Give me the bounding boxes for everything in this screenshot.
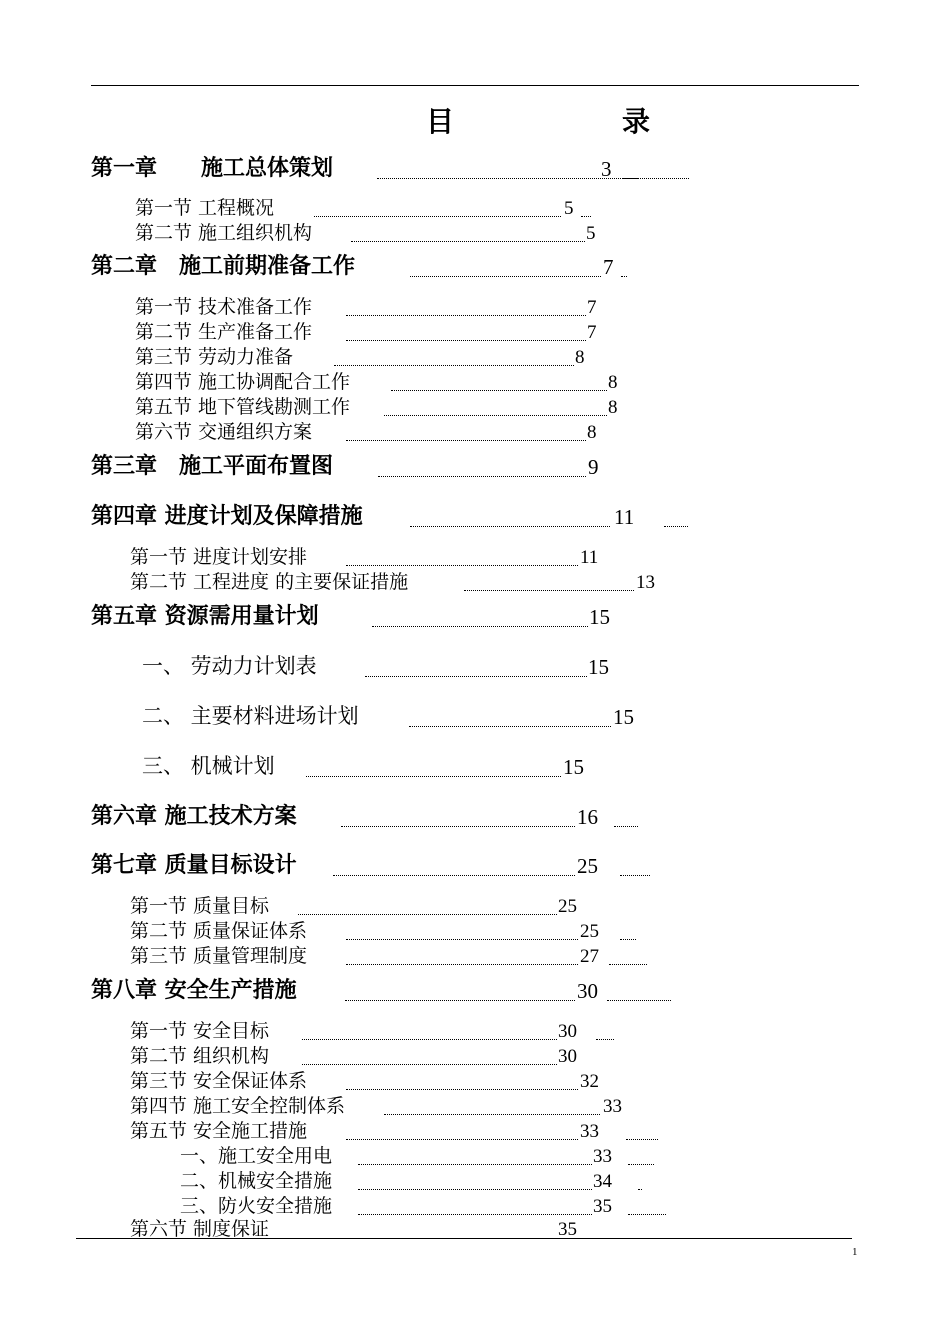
- leader-dots: [410, 276, 601, 277]
- leader-dots: [341, 826, 575, 827]
- leader-dots: [377, 178, 689, 179]
- toc-page: 8: [587, 422, 597, 443]
- leader-dots: [410, 526, 610, 527]
- footer-rule: [76, 1238, 852, 1239]
- leader-dots: [346, 1089, 578, 1090]
- toc-page: 7: [603, 255, 614, 279]
- leader-dots: [358, 1164, 592, 1165]
- leader-dots: [365, 676, 587, 677]
- leader-dots: [346, 340, 586, 341]
- toc-label: 第二节 组织机构: [130, 1045, 270, 1067]
- leader-dots: [302, 1039, 557, 1040]
- toc-label: 第六章 施工技术方案: [91, 804, 297, 829]
- toc-label: 第三章 施工平面布置图: [91, 454, 334, 479]
- toc-label: 第四章 进度计划及保障措施: [91, 504, 363, 529]
- leader-dots: [334, 365, 574, 366]
- leader-tail: [622, 178, 638, 179]
- leader-tail: [614, 826, 638, 827]
- toc-page: 25: [580, 921, 599, 942]
- leader-tail: [628, 1164, 654, 1165]
- toc-page: 16: [577, 805, 598, 829]
- page-number: 1: [852, 1246, 858, 1258]
- leader-tail: [620, 939, 636, 940]
- leader-tail: [581, 216, 591, 217]
- toc-label: 第一节 技术准备工作: [135, 296, 313, 318]
- toc-label: 第二节 生产准备工作: [135, 321, 313, 343]
- toc-label: 第六节 制度保证: [130, 1218, 270, 1240]
- leader-dots: [384, 415, 607, 416]
- toc-label: 第一节 进度计划安排: [130, 546, 308, 568]
- toc-label: 二、 主要材料进场计划: [142, 704, 359, 728]
- leader-tail: [638, 1189, 642, 1190]
- leader-dots: [384, 1114, 600, 1115]
- toc-page: 34: [593, 1171, 612, 1192]
- toc-label: 第五节 安全施工措施: [130, 1120, 308, 1142]
- toc-page: 33: [593, 1146, 612, 1167]
- leader-tail: [620, 875, 650, 876]
- toc-label: 第五节 地下管线勘测工作: [135, 396, 351, 418]
- toc-page: 11: [614, 505, 635, 529]
- leader-dots: [346, 440, 586, 441]
- leader-dots: [346, 565, 578, 566]
- leader-tail: [596, 1039, 614, 1040]
- toc-page: 35: [558, 1219, 577, 1240]
- toc-page: 30: [558, 1046, 577, 1067]
- toc-label: 第二章 施工前期准备工作: [91, 254, 356, 279]
- leader-dots: [298, 914, 557, 915]
- toc-page: 9: [588, 455, 599, 479]
- toc-page: 33: [580, 1121, 599, 1142]
- toc-label: 第八章 安全生产措施: [91, 978, 297, 1003]
- toc-label: 第六节 交通组织方案: [135, 421, 313, 443]
- leader-dots: [306, 776, 561, 777]
- leader-dots: [378, 476, 586, 477]
- toc-page: 13: [636, 572, 655, 593]
- toc-label: 三、防火安全措施: [180, 1195, 333, 1217]
- leader-dots: [372, 626, 588, 627]
- leader-dots: [314, 216, 561, 217]
- leader-dots: [358, 1189, 592, 1190]
- toc-label: 第一节 工程概况: [135, 197, 275, 219]
- toc-page: 35: [593, 1196, 612, 1217]
- toc-page: 8: [575, 347, 585, 368]
- leader-dots: [346, 939, 578, 940]
- toc-label: 第二节 质量保证体系: [130, 920, 308, 942]
- leader-dots: [302, 1064, 557, 1065]
- toc-label: 二、机械安全措施: [180, 1170, 333, 1192]
- toc-page: 27: [580, 946, 599, 967]
- toc-label: 第二节 施工组织机构: [135, 222, 313, 244]
- leader-dots: [346, 1139, 578, 1140]
- toc-page: 5: [586, 223, 596, 244]
- toc-page: 15: [588, 655, 609, 679]
- toc-page: 15: [589, 605, 610, 629]
- leader-tail: [664, 526, 688, 527]
- header-rule: [91, 85, 859, 86]
- leader-dots: [333, 875, 575, 876]
- toc-page: 30: [577, 979, 598, 1003]
- toc-label: 第三节 安全保证体系: [130, 1070, 308, 1092]
- toc-label: 第二节 工程进度 的主要保证措施: [130, 571, 409, 593]
- toc-page: 11: [580, 547, 599, 568]
- toc-page: 5: [564, 198, 574, 219]
- leader-dots: [346, 964, 578, 965]
- toc-label: 三、 机械计划: [142, 754, 275, 778]
- toc-label: 第五章 资源需用量计划: [91, 604, 319, 629]
- toc-page: 15: [613, 705, 634, 729]
- page-title: 目 录: [426, 105, 721, 138]
- leader-dots: [464, 590, 634, 591]
- leader-tail: [626, 1139, 658, 1140]
- toc-label: 第三节 质量管理制度: [130, 945, 308, 967]
- toc-label: 一、 劳动力计划表: [142, 654, 317, 678]
- toc-label: 第七章 质量目标设计: [91, 853, 297, 878]
- leader-dots: [351, 241, 585, 242]
- toc-page: 30: [558, 1021, 577, 1042]
- toc-label: 第一章 施工总体策划: [91, 156, 334, 181]
- leader-dots: [358, 1214, 592, 1215]
- toc-page: 7: [587, 297, 597, 318]
- toc-page: 15: [563, 755, 584, 779]
- toc-label: 第四节 施工协调配合工作: [135, 371, 351, 393]
- leader-dots: [409, 726, 611, 727]
- toc-label: 第四节 施工安全控制体系: [130, 1095, 346, 1117]
- toc-label: 第三节 劳动力准备: [135, 346, 294, 368]
- leader-dots: [391, 390, 607, 391]
- toc-label: 一、施工安全用电: [180, 1145, 333, 1167]
- toc-page: 32: [580, 1071, 599, 1092]
- leader-tail: [607, 1000, 671, 1001]
- toc-page: 25: [577, 854, 598, 878]
- toc-page: 8: [608, 372, 618, 393]
- toc-page: 7: [587, 322, 597, 343]
- leader-tail: [628, 1214, 666, 1215]
- leader-tail: [621, 276, 627, 277]
- toc-page: 3: [601, 157, 612, 181]
- toc-label: 第一节 安全目标: [130, 1020, 270, 1042]
- toc-page: 25: [558, 896, 577, 917]
- leader-dots: [346, 315, 586, 316]
- leader-dots: [345, 1000, 575, 1001]
- toc-label: 第一节 质量目标: [130, 895, 270, 917]
- toc-page: 8: [608, 397, 618, 418]
- leader-tail: [609, 964, 647, 965]
- toc-page: 33: [603, 1096, 622, 1117]
